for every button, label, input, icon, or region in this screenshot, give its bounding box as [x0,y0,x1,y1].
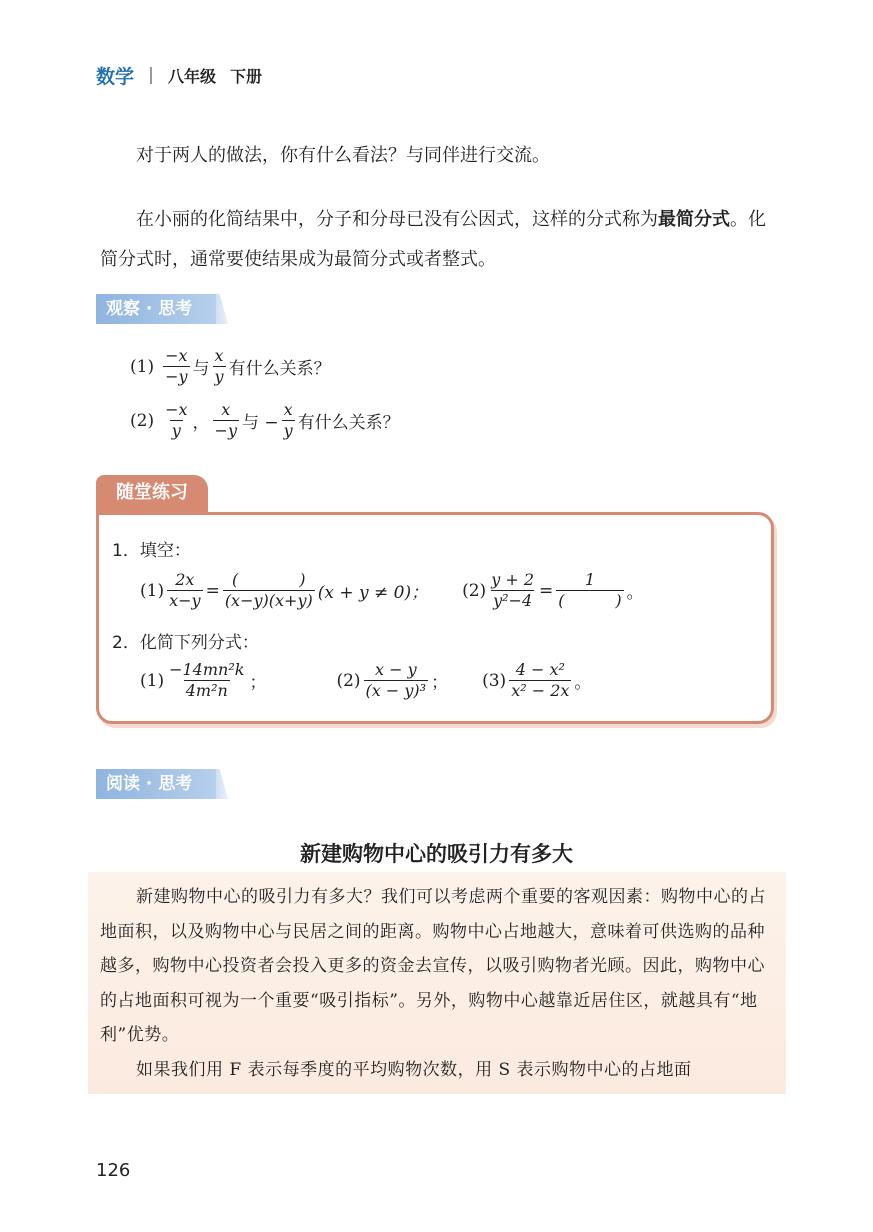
denominator: x−y [169,591,201,610]
question-tail: 有什么关系？ [297,413,400,433]
numerator: x [221,400,231,419]
page-header [96,62,262,88]
numerator: 1 [584,570,596,589]
question-label: (2) [130,410,155,431]
item-label: (2) [462,580,487,601]
fraction [556,570,623,611]
definition-text-end: 。化简分式时，通常要使结果成为最简分式或者整式。 [100,209,766,270]
denominator: x² − 2x [511,681,570,700]
volume-label: 下册 [230,66,263,86]
denominator: y²−4 [493,591,533,610]
fraction [364,660,429,701]
grade-label: 八年级 [168,66,217,86]
reading-title: 新建购物中心的吸引力有多大 [300,842,573,866]
fraction [509,660,571,701]
observe-question-2 [130,400,400,441]
fraction [167,570,202,611]
fraction [489,570,536,611]
numerator: −x [165,346,188,365]
item-label: (3) [482,670,507,691]
fraction [213,346,226,387]
practice-question-1-title: 1．填空： [112,541,191,561]
fraction [167,660,246,701]
numerator: 4 − x² [515,660,565,679]
denominator: (x−y)(x+y) [224,591,313,610]
fraction [163,400,189,441]
numerator: x [283,400,293,419]
observe-think-tag: 观察 · 思考 [96,294,216,324]
denominator: −y [165,367,188,386]
numerator: −14mn²k [169,660,245,679]
denominator: y [214,367,224,386]
condition: (x + y ≠ 0)； [317,583,429,603]
end-mark: ； [249,673,267,693]
item-label: (1) [140,670,165,691]
definition-text-start: 在小丽的化简结果中，分子和分母已没有公因式，这样的分式称为 [136,209,658,230]
denominator: y [283,421,293,440]
equals-sign: = [205,580,220,601]
numerator: y + 2 [491,570,534,589]
practice-tab: 随堂练习 [96,475,208,513]
observe-question-1 [130,346,331,387]
read-think-tag: 阅读 · 思考 [96,769,216,799]
connector-text: 与 [192,359,210,379]
denominator: y [171,421,181,440]
question-tail: 有什么关系？ [228,359,331,379]
end-mark: 。 [574,673,592,693]
fraction [163,346,189,387]
end-mark: 。 [626,583,644,603]
discussion-paragraph: 对于两人的做法，你有什么看法？与同伴进行交流。 [136,145,550,166]
item-label: (1) [140,580,165,601]
term-simplest-fraction: 最简分式 [658,209,730,230]
denominator: −y [214,421,237,440]
question-label: (1) [130,356,155,377]
header-divider [150,67,152,84]
end-mark: ； [431,673,449,693]
blank-numerator: ( ) [232,570,306,589]
reading-paragraph-1: 新建购物中心的吸引力有多大？我们可以考虑两个重要的客观因素：购物中心的占地面积，以及购物中心与民居之间的距离。购物中心占地越大，意味着可供选购的品种越多，购物中心投资者会投入更多的资金去宣传，以吸引购物者光顾。因此，购物中心的占地面积可视为一个重要“吸引指标”。另外，购物中心越靠近居住区，就越具有“地利”优势。 [100,887,766,1045]
connector-text: 与 − [241,413,279,433]
numerator: 2x [175,570,195,589]
item-label: (2) [336,670,361,691]
practice-question-1-items [140,570,644,611]
numerator: −x [165,400,188,419]
definition-paragraph [100,200,780,280]
practice-question-2-items [140,660,591,701]
equals-sign: = [539,580,554,601]
subject-label: 数学 [96,65,135,88]
blank-denominator: ( ) [558,591,622,610]
practice-question-2-title: 2．化简下列分式： [112,633,259,653]
comma: ， [192,413,210,433]
fraction [223,570,315,611]
numerator: x − y [375,660,417,679]
numerator: x [214,346,224,365]
reading-paragraph-2: 如果我们用 F 表示每季度的平均购物次数，用 S 表示购物中心的占地面 [136,1059,692,1080]
fraction [213,400,239,441]
denominator: (x − y)³ [365,681,427,700]
page-number: 126 [96,1160,131,1181]
reading-text [100,880,780,1087]
fraction [282,400,295,441]
denominator: 4m²n [185,681,228,700]
